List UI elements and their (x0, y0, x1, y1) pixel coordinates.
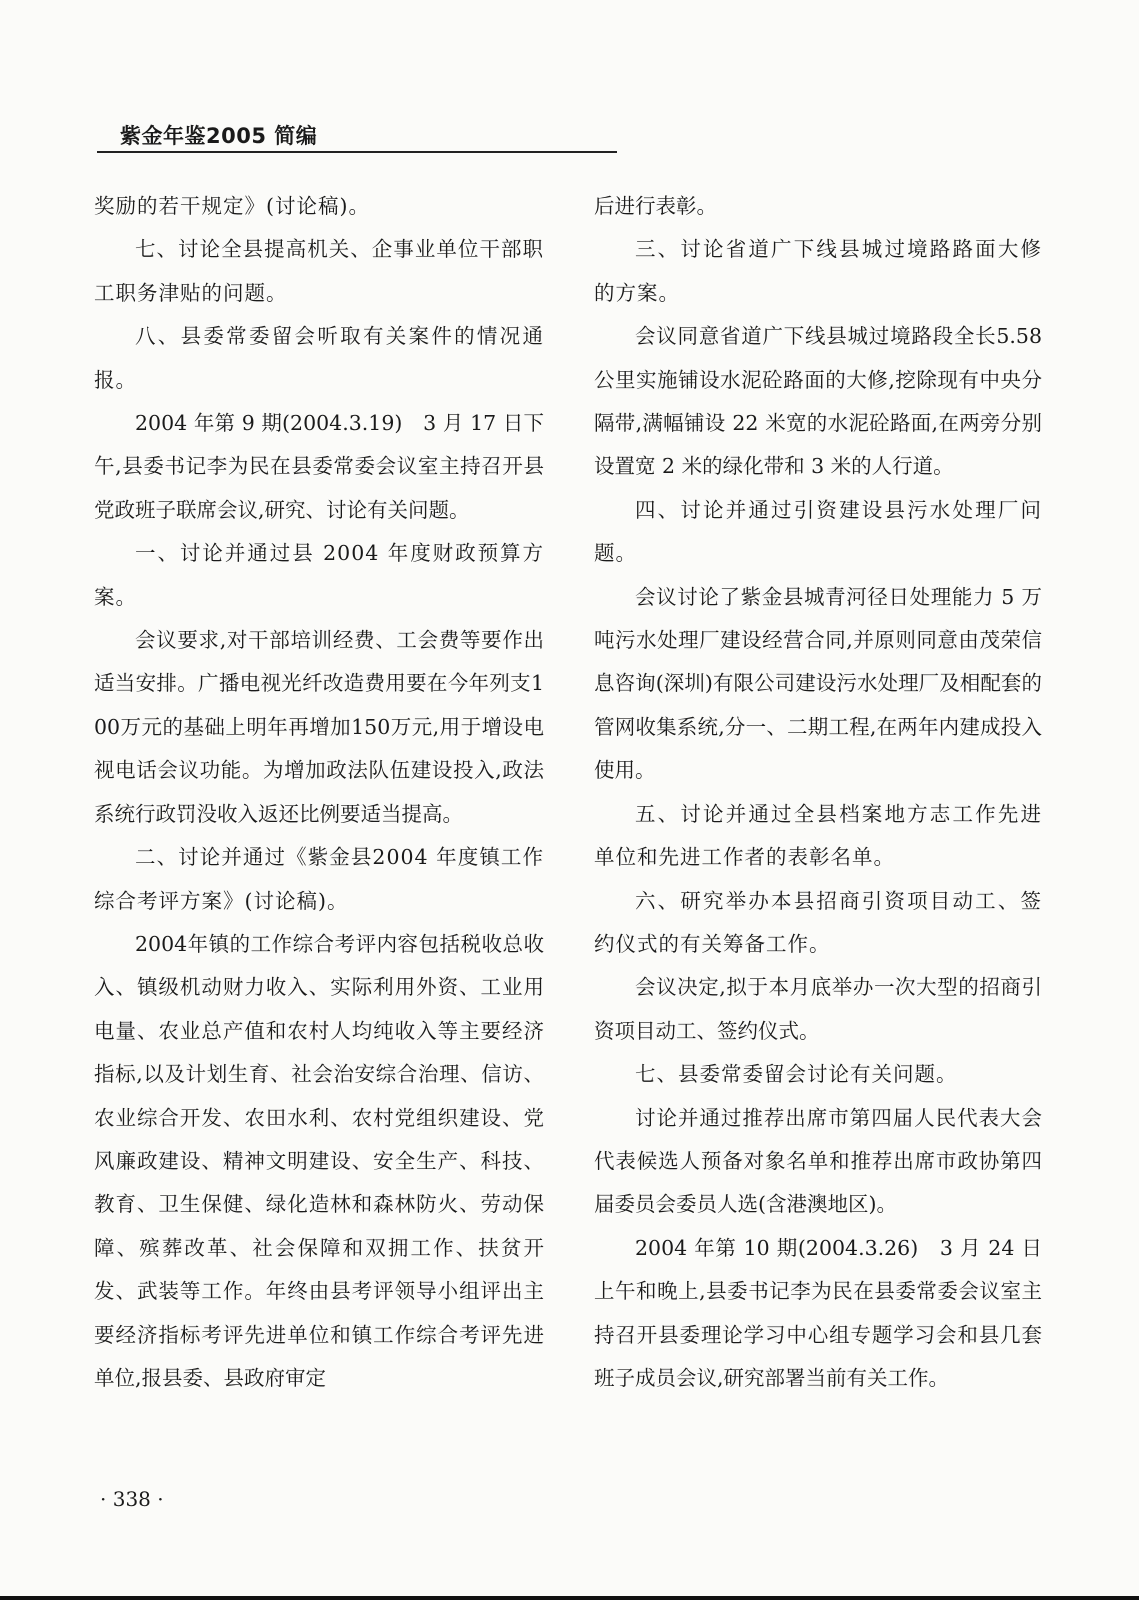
left-column (94, 185, 544, 1400)
section-heading: 七、讨论全县提高机关、企事业单位干部职工职务津贴的问题。 (94, 237, 544, 305)
issue-entry: 2004 年第 9 期(2004.3.19) 3 月 17 日下午,县委书记李为民在县委常委会议室主持召开县党政班子联席会议,研究、讨论有关问题。 (94, 411, 544, 522)
paragraph: 会议决定,拟于本月底举办一次大型的招商引资项目动工、签约仪式。 (594, 975, 1042, 1043)
section-heading: 五、讨论并通过全县档案地方志工作先进单位和先进工作者的表彰名单。 (594, 801, 1042, 870)
paragraph: 讨论并通过推荐出席市第四届人民代表大会代表候选人预备对象名单和推荐出席市政协第四届委员会委员人选(含港澳地区)。 (594, 1105, 1042, 1217)
right-column (594, 185, 1042, 1400)
paragraph: 后进行表彰。 (594, 194, 717, 218)
paragraph: 2004年镇的工作综合考评内容包括税收总收入、镇级机动财力收入、实际利用外资、工业用电量、农业总产值和农村人均纯收入等主要经济指标,以及计划生育、社会治安综合治理、信访、农业综合开发、农田水利、农村党组织建设、党风廉政建设、精神文明建设、安全生产、科技、教育、卫生保健、绿化造林和森林防火、劳动保障、殡葬改革、社会保障和双拥工作、扶贫开发、武装等工作。年终由县考评领导小组评出主要经济指标考评先进单位和镇工作综合考评先进单位,报县委、县政府审定 (94, 931, 544, 1390)
section-heading: 八、县委常委留会听取有关案件的情况通报。 (94, 324, 544, 392)
header-rule (97, 151, 617, 153)
running-head: 紫金年鉴2005 简编 (120, 124, 318, 148)
section-heading: 四、讨论并通过引资建设县污水处理厂问题。 (594, 497, 1042, 566)
issue-entry: 2004 年第 10 期(2004.3.26) 3 月 24 日上午和晚上,县委书记李为民在县委常委会议室主持召开县委理论学习中心组专题学习会和县几套班子成员会议,研究部署当前有关工作。 (594, 1235, 1042, 1390)
section-heading: 三、讨论省道广下线县城过境路路面大修的方案。 (594, 237, 1042, 305)
section-heading: 七、县委常委留会讨论有关问题。 (635, 1062, 958, 1087)
paragraph: 会议讨论了紫金县城青河径日处理能力 5 万吨污水处理厂建设经营合同,并原则同意由茂荣信息咨询(深圳)有限公司建设污水处理厂及相配套的管网收集系统,分一、二期工程,在两年内建成投入使用。 (594, 584, 1042, 783)
page-bottom-edge (0, 1596, 1139, 1600)
paragraph: 会议同意省道广下线县城过境路段全长5.58公里实施铺设水泥砼路面的大修,挖除现有中央分隔带,满幅铺设 22 米宽的水泥砼路面,在两旁分别设置宽 2 米的绿化带和 3 米的人行道。 (594, 324, 1042, 479)
section-heading: 六、研究举办本县招商引资项目动工、签约仪式的有关筹备工作。 (594, 888, 1042, 956)
page-number: · 338 · (100, 1487, 164, 1511)
paragraph: 奖励的若干规定》(讨论稿)。 (94, 194, 370, 218)
paragraph: 会议要求,对干部培训经费、工会费等要作出适当安排。广播电视光纤改造费用要在今年列支100万元的基础上明年再增加150万元,用于增设电视电话会议功能。为增加政法队伍建设投入,政法系统行政罚没收入返还比例要适当提高。 (94, 628, 544, 826)
section-heading: 一、讨论并通过县 2004 年度财政预算方案。 (94, 541, 544, 609)
section-heading: 二、讨论并通过《紫金县2004 年度镇工作综合考评方案》(讨论稿)。 (94, 845, 544, 913)
